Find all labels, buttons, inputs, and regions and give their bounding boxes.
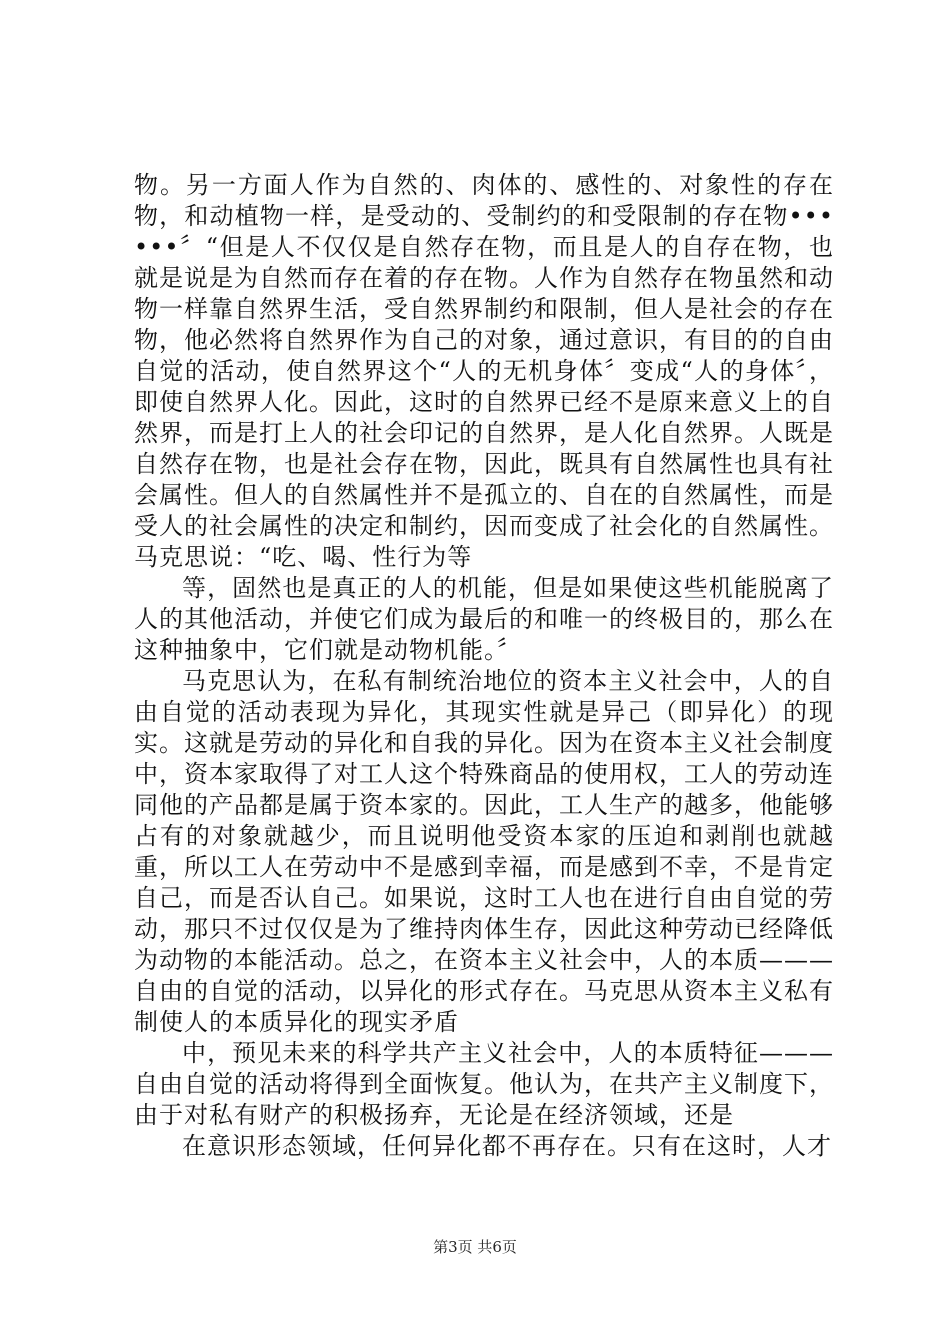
paragraph-5: 在意识形态领域，任何异化都不再存在。只有在这时，人才 (182, 1132, 832, 1160)
paragraph-1: 物。另一方面人作为自然的、肉体的、感性的、对象性的存在物，和动植物一样，是受动的、受制约的和受限制的存在物••••••〞“但是人不仅仅是自然存在物，而且是人的自存在物，也就是说是为自然而存在着的存在物。人作为自然存在物虽然和动物一样靠自然界生活，受自然界制约和限制，但人是社会的存在物，他必然将自然界作为自己的对象，通过意识，有目的的自由自觉的活动，使自然界这个“人的无机身体〞变成“人的身体〞，即使自然界人化。因此，这时的自然界已经不是原来意义上的自然界，而是打上人的社会印记的自然界，是人化自然界。人既是自然存在物，也是社会存在物，因此，既具有自然属性也具有社会属性。但人的自然属性并不是孤立的、自在的自然属性，而是受人的社会属性的决定和制约，因而变成了社会化的自然属性。马克思说：“吃、喝、性行为等 (134, 171, 834, 571)
paragraph-2: 等，固然也是真正的人的机能，但是如果使这些机能脱离了人的其他活动，并使它们成为最后的和唯一的终极目的，那么在这种抽象中，它们就是动物机能。〞 (134, 574, 834, 664)
document-body (134, 170, 834, 1162)
paragraph-4: 中，预见未来的科学共产主义社会中，人的本质特征———自由自觉的活动将得到全面恢复。他认为，在共产主义制度下，由于对私有财产的积极扬弃，无论是在经济领域，还是 (134, 1039, 834, 1129)
page-number-footer: 第3页 共6页 (433, 1238, 517, 1256)
paragraph-3: 马克思认为，在私有制统治地位的资本主义社会中，人的自由自觉的活动表现为异化，其现实性就是异己（即异化）的现实。这就是劳动的异化和自我的异化。因为在资本主义社会制度中，资本家取得了对工人这个特殊商品的使用权，工人的劳动连同他的产品都是属于资本家的。因此，工人生产的越多，他能够占有的对象就越少，而且说明他受资本家的压迫和剥削也就越重，所以工人在劳动中不是感到幸福，而是感到不幸，不是肯定自己，而是否认自己。如果说，这时工人也在进行自由自觉的劳动，那只不过仅仅是为了维持肉体生存，因此这种劳动已经降低为动物的本能活动。总之，在资本主义社会中，人的本质———自由的自觉的活动，以异化的形式存在。马克思从资本主义私有制使人的本质异化的现实矛盾 (134, 667, 834, 1036)
